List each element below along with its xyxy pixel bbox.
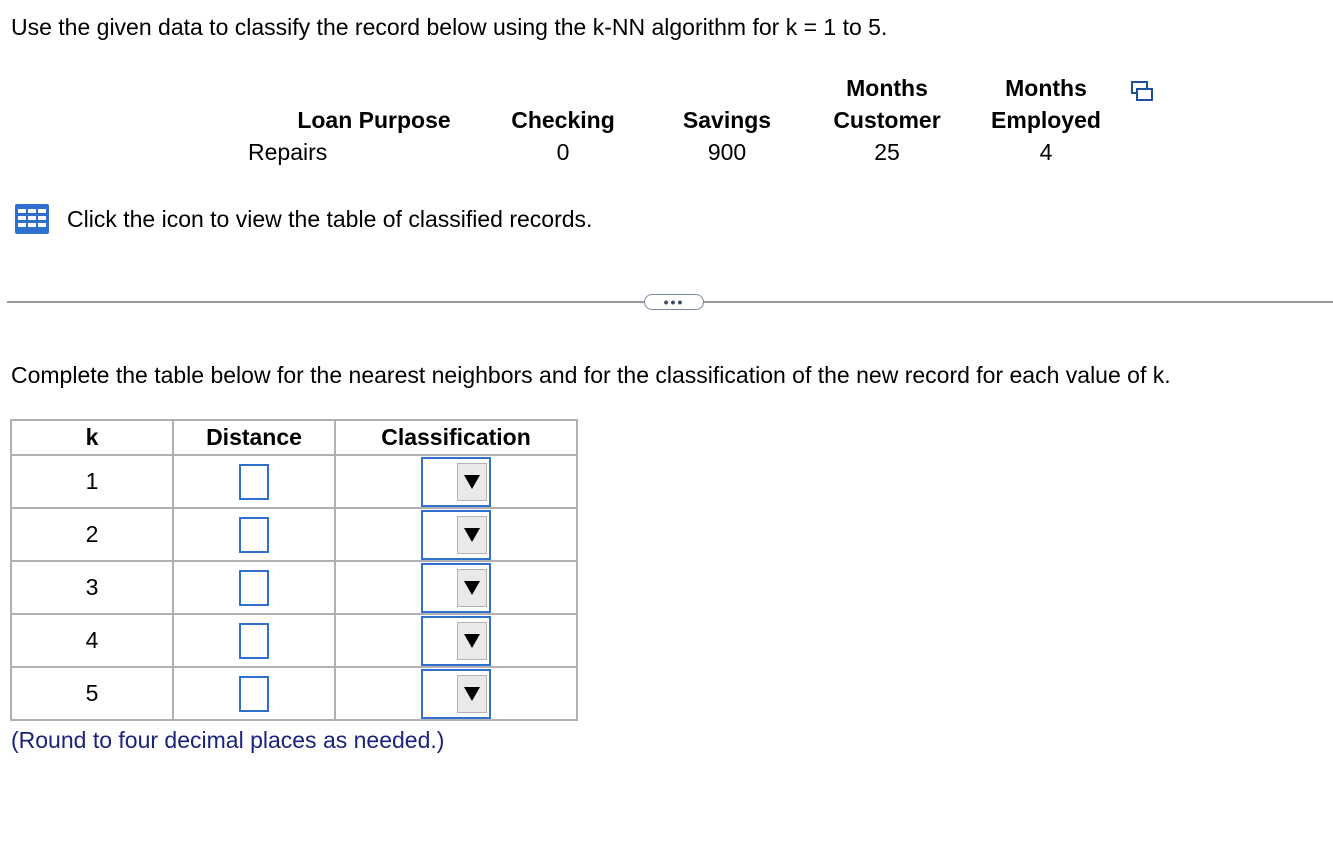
distance-cell <box>173 561 335 614</box>
classification-cell <box>335 667 577 720</box>
classification-dropdown[interactable] <box>421 510 491 560</box>
view-table-row <box>14 203 592 235</box>
record-header-line1 <box>498 72 628 104</box>
distance-cell <box>173 508 335 561</box>
record-value: 4 <box>1039 139 1053 165</box>
distance-input[interactable] <box>239 570 269 606</box>
table-row <box>11 455 577 508</box>
k-value: 2 <box>11 508 173 561</box>
record-header-line1: Months <box>1005 75 1087 101</box>
record-value: 0 <box>556 139 570 165</box>
record-header-line1: Months <box>846 75 928 101</box>
classification-dropdown[interactable] <box>421 563 491 613</box>
header-classification: Classification <box>335 420 577 455</box>
table-row <box>11 561 577 614</box>
header-k: k <box>11 420 173 455</box>
table-row <box>11 508 577 561</box>
record-value: 25 <box>874 139 900 165</box>
record-header-line1 <box>238 72 468 104</box>
dropdown-arrow-icon[interactable] <box>457 569 487 607</box>
dropdown-arrow-icon[interactable] <box>457 622 487 660</box>
classification-cell <box>335 561 577 614</box>
record-column-months-employed <box>976 72 1116 168</box>
record-column-loan-purpose <box>238 72 468 168</box>
distance-cell <box>173 455 335 508</box>
classification-dropdown[interactable] <box>421 616 491 666</box>
record-column-savings <box>667 72 787 168</box>
distance-input[interactable] <box>239 623 269 659</box>
classification-cell <box>335 455 577 508</box>
table-row <box>11 614 577 667</box>
classification-cell <box>335 508 577 561</box>
record-column-checking <box>498 72 628 168</box>
record-header: Customer <box>833 107 941 133</box>
expand-more-button[interactable]: ••• <box>644 294 704 310</box>
record-value: Repairs <box>248 139 328 165</box>
table-row <box>11 667 577 720</box>
k-value: 3 <box>11 561 173 614</box>
question-text: Use the given data to classify the record below using the k-NN algorithm for k = 1 to 5. <box>11 14 888 40</box>
distance-input[interactable] <box>239 517 269 553</box>
rounding-note: (Round to four decimal places as needed.) <box>11 727 445 753</box>
dropdown-arrow-icon[interactable] <box>457 675 487 713</box>
classification-dropdown[interactable] <box>421 669 491 719</box>
dropdown-arrow-icon[interactable] <box>457 463 487 501</box>
k-value: 4 <box>11 614 173 667</box>
answer-table <box>10 419 578 721</box>
header-distance: Distance <box>173 420 335 455</box>
record-header: Checking <box>511 107 615 133</box>
record-header: Loan Purpose <box>297 107 451 133</box>
classification-cell <box>335 614 577 667</box>
distance-input[interactable] <box>239 676 269 712</box>
instruction-text: Complete the table below for the nearest neighbors and for the classification of the new record for each value of k. <box>11 362 1171 388</box>
distance-cell <box>173 667 335 720</box>
classification-dropdown[interactable] <box>421 457 491 507</box>
answer-table-header-row <box>11 420 577 455</box>
dropdown-arrow-icon[interactable] <box>457 516 487 554</box>
record-header: Savings <box>682 107 772 133</box>
k-value: 5 <box>11 667 173 720</box>
record-header: Employed <box>991 107 1101 133</box>
distance-cell <box>173 614 335 667</box>
k-value: 1 <box>11 455 173 508</box>
record-header-line1 <box>667 72 787 104</box>
table-grid-icon[interactable] <box>14 203 50 235</box>
record-value: 900 <box>707 139 747 165</box>
copy-icon[interactable] <box>1131 80 1155 102</box>
view-table-text: Click the icon to view the table of classified records. <box>67 205 593 232</box>
record-column-months-customer <box>817 72 957 168</box>
distance-input[interactable] <box>239 464 269 500</box>
